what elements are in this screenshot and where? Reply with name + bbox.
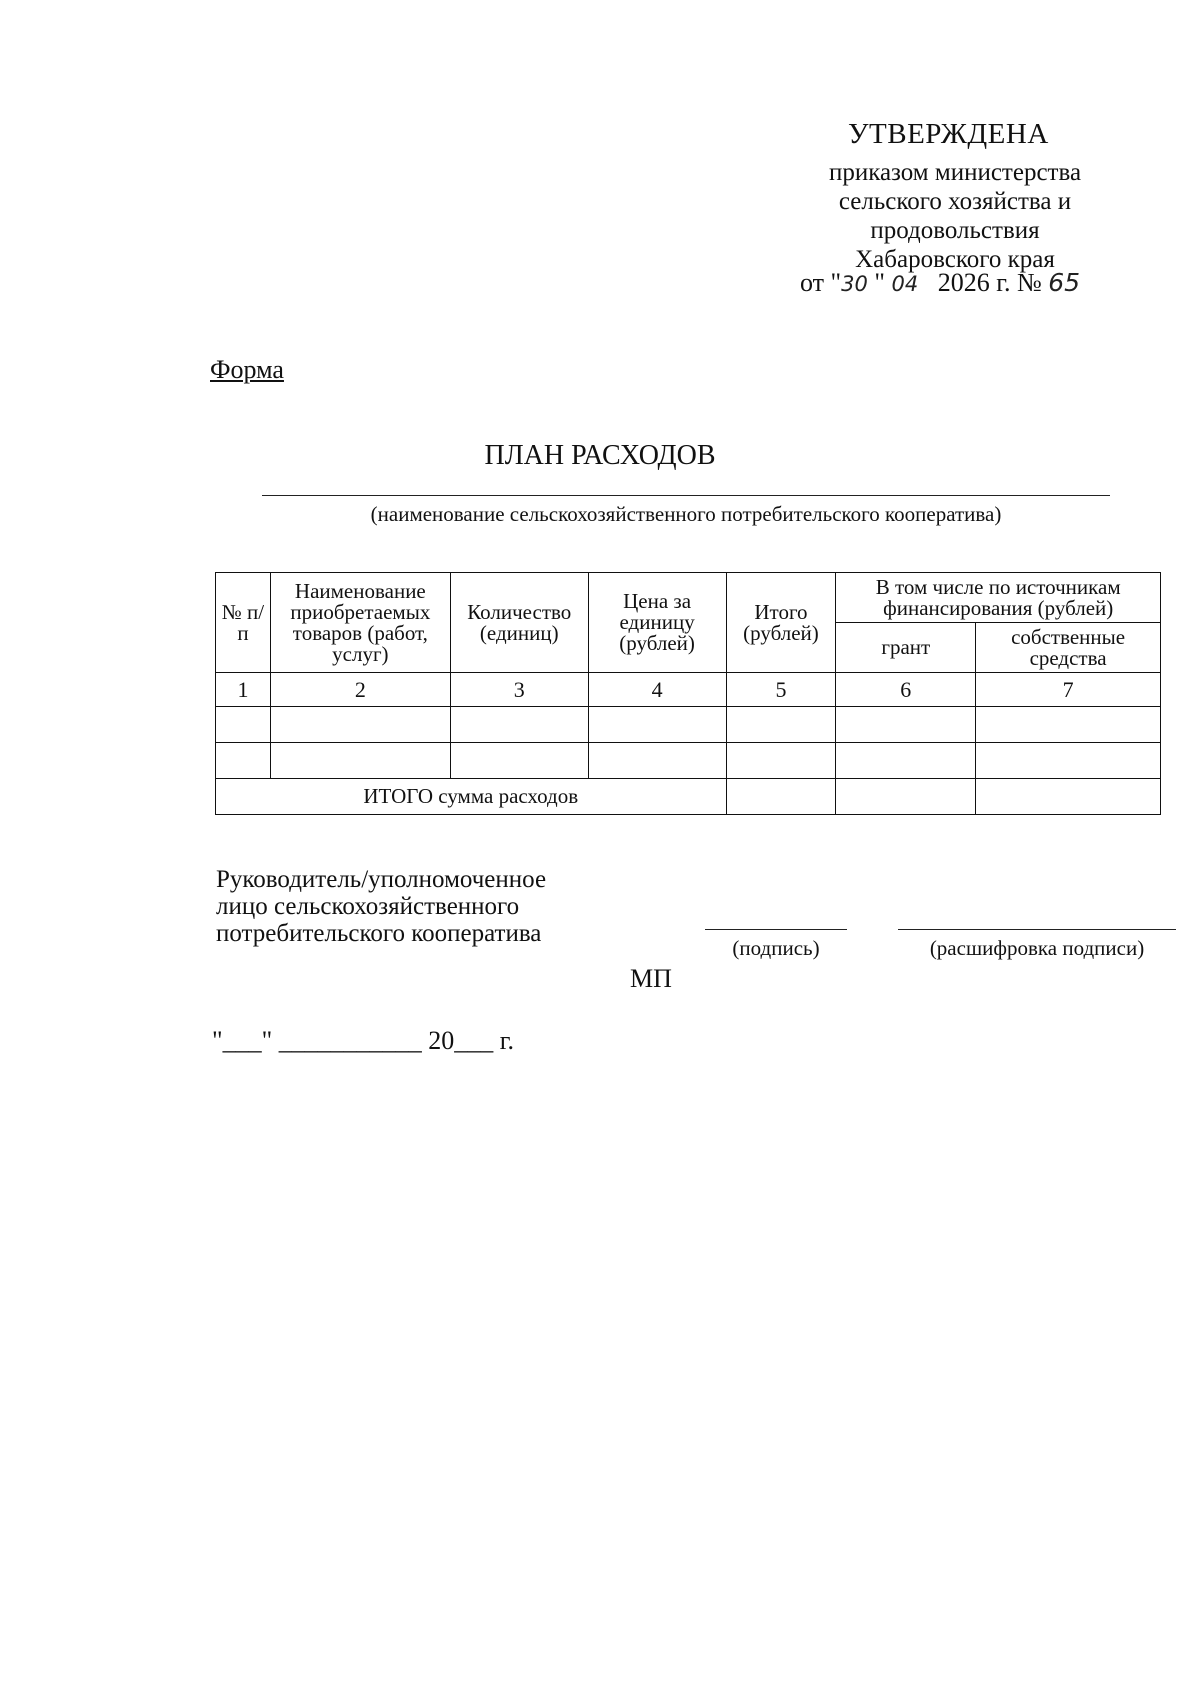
table-cell[interactable] — [588, 707, 726, 743]
column-number-row — [216, 673, 1161, 707]
approval-order-text — [790, 158, 1120, 274]
column-number: 4 — [588, 673, 726, 707]
column-number: 2 — [270, 673, 450, 707]
table-cell[interactable] — [726, 707, 836, 743]
signatory-role-line: Руководитель/уполномоченное — [216, 866, 547, 893]
plan-title: ПЛАН РАСХОДОВ — [484, 440, 716, 471]
order-date-line — [800, 268, 1080, 298]
total-own-funds-cell[interactable] — [976, 779, 1161, 815]
table-cell[interactable] — [270, 743, 450, 779]
column-number: 7 — [976, 673, 1161, 707]
table-cell[interactable] — [976, 707, 1161, 743]
header-quantity: Количество (единиц) — [450, 573, 588, 673]
expense-table — [215, 572, 1161, 815]
order-month-handwritten: 04 — [891, 272, 919, 296]
total-row-label: ИТОГО сумма расходов — [216, 779, 727, 815]
order-number-handwritten: 65 — [1048, 268, 1081, 297]
column-number: 6 — [836, 673, 976, 707]
total-cell[interactable] — [726, 779, 836, 815]
approval-line: сельского хозяйства и — [838, 188, 1072, 215]
table-cell[interactable] — [836, 743, 976, 779]
approval-line: продовольствия — [870, 217, 1040, 244]
table-cell[interactable] — [450, 707, 588, 743]
signatory-role-line: лицо сельскохозяйственного — [216, 893, 520, 920]
order-year-text: 2026 г. № — [937, 268, 1042, 297]
column-number: 3 — [450, 673, 588, 707]
header-own-funds: собственные средства — [976, 623, 1161, 673]
signatory-role-line: потребительского кооператива — [216, 920, 542, 947]
column-number: 1 — [216, 673, 271, 707]
order-day-handwritten: 30 — [841, 272, 868, 296]
signature-line[interactable] — [705, 929, 847, 930]
order-date-quote: " — [867, 268, 892, 297]
approval-title: УТВЕРЖДЕНА — [848, 118, 1049, 150]
coop-name-line[interactable] — [262, 495, 1110, 496]
table-cell[interactable] — [450, 743, 588, 779]
header-item-name: Наименование приобретаемых товаров (работ, услуг) — [270, 573, 450, 673]
signature-decoding-caption: (расшифровка подписи) — [929, 936, 1145, 960]
signature-date-field[interactable]: "___" ___________ 20___ г. — [212, 1026, 514, 1055]
header-grant: грант — [836, 623, 976, 673]
stamp-place-label: МП — [630, 964, 672, 993]
table-row — [216, 707, 1161, 743]
order-date-prefix: от " — [800, 268, 842, 297]
table-cell[interactable] — [836, 707, 976, 743]
total-grant-cell[interactable] — [836, 779, 976, 815]
signatory-role — [216, 866, 546, 947]
coop-name-caption: (наименование сельскохозяйственного потребительского кооператива) — [370, 502, 1002, 526]
total-row — [216, 779, 1161, 815]
form-label: Форма — [210, 355, 284, 384]
header-unit-price: Цена за единицу (рублей) — [588, 573, 726, 673]
header-funding-sources: В том числе по источникам финансирования (рублей) — [836, 573, 1161, 623]
table-cell[interactable] — [726, 743, 836, 779]
column-number: 5 — [726, 673, 836, 707]
table-cell[interactable] — [270, 707, 450, 743]
table-cell[interactable] — [976, 743, 1161, 779]
signature-decoding-line[interactable] — [898, 929, 1176, 930]
table-cell[interactable] — [588, 743, 726, 779]
signature-caption: (подпись) — [732, 936, 820, 960]
table-cell[interactable] — [216, 743, 271, 779]
header-total: Итого (рублей) — [726, 573, 836, 673]
approval-line: Хабаровского края — [855, 246, 1055, 273]
table-cell[interactable] — [216, 707, 271, 743]
table-row — [216, 743, 1161, 779]
approval-line: приказом министерства — [828, 159, 1082, 186]
header-number: № п/п — [216, 573, 271, 673]
